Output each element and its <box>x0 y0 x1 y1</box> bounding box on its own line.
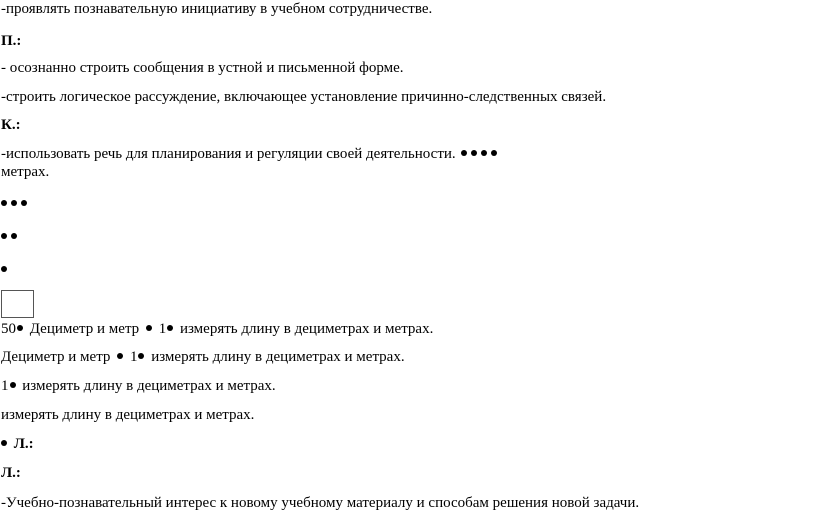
text-line-messages: - осознанно строить сообщения в устной и письменной форме. <box>1 60 404 76</box>
bullet-row-1 <box>1 261 9 279</box>
number-label: 1 <box>1 378 9 394</box>
measure-text: измерять длину в дециметрах и метрах. <box>151 349 405 365</box>
bullet-icon <box>10 382 16 388</box>
text-line-speech <box>1 145 499 163</box>
decimeter-title: Дециметр и метр <box>29 321 140 337</box>
measure-text: измерять длину в дециметрах и метрах. <box>179 321 434 337</box>
bullet-icon <box>1 200 7 206</box>
text-line-meters: метрах. <box>1 164 50 180</box>
bullet-icon <box>1 233 7 239</box>
bullet-icon <box>11 233 17 239</box>
number-label: 1 <box>158 321 167 337</box>
section-heading-p: П.: <box>1 33 22 49</box>
section-heading-l: Л.: <box>1 465 21 481</box>
text-line-decimeter-4: измерять длину в дециметрах и метрах. <box>1 407 255 423</box>
text-line-decimeter-3 <box>1 377 276 395</box>
section-heading-l-bullet <box>1 435 34 453</box>
bullet-icon <box>461 150 467 156</box>
bullet-icon <box>471 150 477 156</box>
bullet-icon <box>1 266 7 272</box>
bullet-icon <box>481 150 487 156</box>
heading-l-text: Л.: <box>13 436 34 452</box>
number-label: 50 <box>1 321 16 337</box>
bullet-icon <box>117 353 123 359</box>
speech-text: -использовать речь для планирования и регуляции своей деятельности. <box>1 146 456 162</box>
bullet-icon <box>17 325 23 331</box>
bullet-icon <box>21 200 27 206</box>
bullet-icon <box>167 325 173 331</box>
number-label: 1 <box>129 349 138 365</box>
text-line-initiative: -проявлять познавательную инициативу в учебном сотрудничестве. <box>1 1 433 17</box>
bullet-icon <box>146 325 152 331</box>
measure-text: измерять длину в дециметрах и метрах. <box>22 378 276 394</box>
bullet-row-2 <box>1 228 19 246</box>
bullet-icon <box>11 200 17 206</box>
bullet-icon <box>1 440 7 446</box>
section-heading-k: К.: <box>1 117 21 133</box>
empty-box <box>1 290 34 318</box>
bullet-row-3 <box>1 195 29 213</box>
bullet-icon <box>491 150 497 156</box>
text-line-decimeter-2 <box>1 348 405 366</box>
decimeter-title: Дециметр и метр <box>1 349 111 365</box>
text-line-interest: -Учебно-познавательный интерес к новому учебному материалу и способам решения новой задачи. <box>1 495 640 511</box>
bullet-icon <box>138 353 144 359</box>
text-line-decimeter-1 <box>1 320 433 338</box>
text-line-reasoning: -строить логическое рассуждение, включающее установление причинно-следственных связей. <box>1 89 607 105</box>
